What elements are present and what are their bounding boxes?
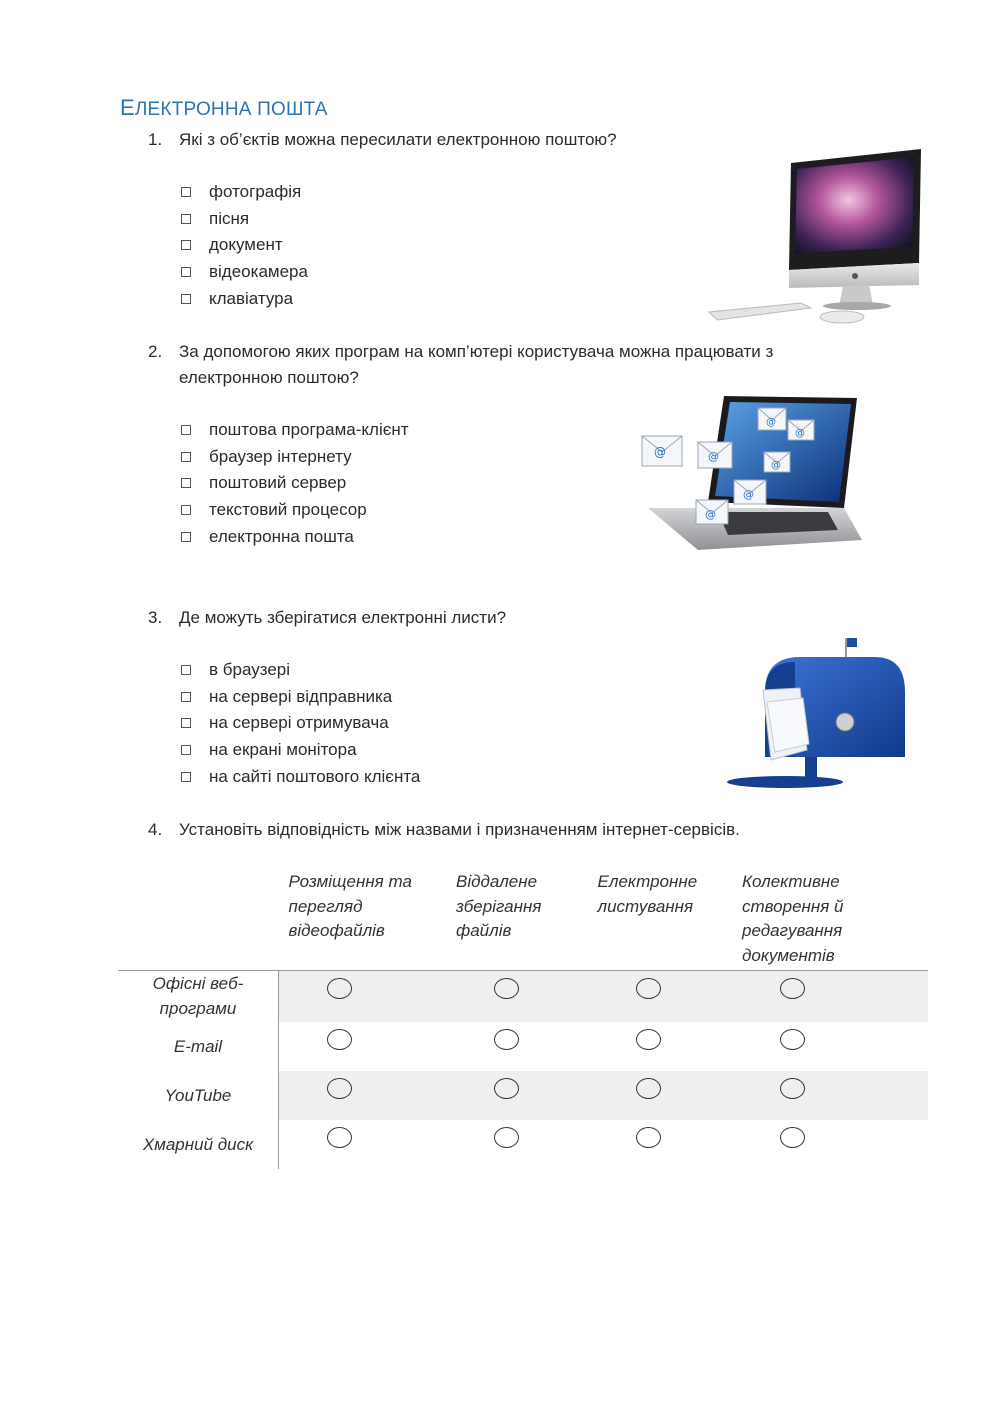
grid-cell xyxy=(279,971,447,1022)
title-initial: Е xyxy=(120,95,135,120)
laptop-email-illustration xyxy=(638,390,863,555)
radio-button[interactable] xyxy=(780,1127,805,1148)
computer-illustration xyxy=(705,145,925,325)
grid-row xyxy=(118,1071,928,1120)
matching-grid xyxy=(118,864,928,1169)
radio-button[interactable] xyxy=(780,1029,805,1050)
radio-button[interactable] xyxy=(780,1078,805,1099)
svg-text:@: @ xyxy=(708,450,719,463)
mailbox-illustration xyxy=(725,632,935,792)
option[interactable] xyxy=(178,710,420,737)
column-header: Віддалене зберігання файлів xyxy=(456,872,542,940)
question-text: Установіть відповідність між назвами і призначенням інтернет-сервісів. xyxy=(179,820,740,839)
option[interactable] xyxy=(178,470,409,497)
row-header: E-mail xyxy=(118,1022,279,1071)
row-header: YouTube xyxy=(118,1071,279,1120)
grid-row xyxy=(118,1120,928,1169)
grid-cell xyxy=(732,1071,928,1120)
option[interactable] xyxy=(178,763,420,790)
keyboard xyxy=(709,303,811,320)
option-label: поштова програма-клієнт xyxy=(209,420,409,440)
checkbox[interactable] xyxy=(181,425,191,435)
svg-text:@: @ xyxy=(771,460,781,471)
question-2 xyxy=(148,339,848,391)
option-label: на сервері отримувача xyxy=(209,713,389,733)
svg-text:@: @ xyxy=(743,488,754,501)
option-label: на екрані монітора xyxy=(209,740,357,760)
radio-button[interactable] xyxy=(327,1029,352,1050)
checkbox[interactable] xyxy=(181,294,191,304)
option-label: на сервері відправника xyxy=(209,686,393,706)
grid-cell xyxy=(279,1071,447,1120)
question-number: 1. xyxy=(148,130,163,149)
question-3-options xyxy=(178,657,420,790)
svg-text:@: @ xyxy=(766,417,776,428)
radio-button[interactable] xyxy=(780,978,805,999)
checkbox[interactable] xyxy=(181,240,191,250)
checkbox[interactable] xyxy=(181,745,191,755)
checkbox[interactable] xyxy=(181,718,191,728)
column-header: Колективне створення й редагування документів xyxy=(742,872,844,965)
radio-button[interactable] xyxy=(636,1127,661,1148)
grid-corner xyxy=(118,864,279,971)
checkbox[interactable] xyxy=(181,772,191,782)
question-number: 3. xyxy=(148,608,163,627)
checkbox[interactable] xyxy=(181,692,191,702)
checkbox[interactable] xyxy=(181,452,191,462)
envelope-icon xyxy=(734,480,766,504)
radio-button[interactable] xyxy=(494,1029,519,1050)
mailbox-lock-icon xyxy=(836,713,854,731)
grid-cell xyxy=(588,1120,732,1169)
radio-button[interactable] xyxy=(494,1127,519,1148)
option[interactable] xyxy=(178,285,308,312)
checkbox[interactable] xyxy=(181,214,191,224)
grid-cell xyxy=(732,971,928,1022)
question-text: Де можуть зберігатися електронні листи? xyxy=(179,608,507,627)
svg-text:@: @ xyxy=(705,508,716,521)
radio-button[interactable] xyxy=(327,1078,352,1099)
grid-cell xyxy=(279,1022,447,1071)
option-label: в браузері xyxy=(209,660,290,680)
option[interactable] xyxy=(178,444,409,471)
question-text: Які з об’єктів можна пересилати електронною поштою? xyxy=(179,130,617,149)
grid-cell xyxy=(588,971,732,1022)
question-1-options xyxy=(178,179,308,312)
option-label: фотографія xyxy=(209,182,302,202)
question-4 xyxy=(148,817,848,843)
option-label: відеокамера xyxy=(209,262,308,282)
radio-button[interactable] xyxy=(327,1127,352,1148)
row-header: Хмарний диск xyxy=(118,1120,279,1169)
radio-button[interactable] xyxy=(494,1078,519,1099)
row-header: Офісні веб-програми xyxy=(118,971,279,1022)
radio-button[interactable] xyxy=(636,1078,661,1099)
checkbox[interactable] xyxy=(181,267,191,277)
question-number: 2. xyxy=(148,342,163,361)
mouse xyxy=(820,311,864,323)
checkbox[interactable] xyxy=(181,505,191,515)
grid-cell xyxy=(732,1022,928,1071)
option[interactable] xyxy=(178,684,420,711)
grid-cell xyxy=(446,1022,588,1071)
monitor-screen xyxy=(795,157,914,253)
envelope-icon xyxy=(642,436,682,466)
option[interactable] xyxy=(178,523,409,550)
radio-button[interactable] xyxy=(494,978,519,999)
question-3 xyxy=(148,605,848,631)
option[interactable] xyxy=(178,232,308,259)
column-header: Електронне листування xyxy=(597,872,698,916)
option[interactable] xyxy=(178,206,308,233)
apple-logo-icon xyxy=(852,273,858,279)
question-2-options xyxy=(178,417,409,550)
grid-cell xyxy=(588,1022,732,1071)
title-rest: ЛЕКТРОННА ПОШТА xyxy=(134,99,328,120)
radio-button[interactable] xyxy=(636,1029,661,1050)
option[interactable] xyxy=(178,417,409,444)
option[interactable] xyxy=(178,657,420,684)
page-title xyxy=(120,95,328,121)
option-label: електронна пошта xyxy=(209,526,354,546)
envelope-icon xyxy=(696,500,728,524)
svg-text:@: @ xyxy=(654,445,666,459)
column-header: Розміщення та перегляд відеофайлів xyxy=(288,872,412,940)
question-text: За допомогою яких програм на комп’ютері користувача можна працювати з електронною поштою? xyxy=(179,342,774,387)
grid-cell xyxy=(446,1071,588,1120)
option-label: клавіатура xyxy=(209,288,294,308)
radio-button[interactable] xyxy=(327,978,352,999)
checkbox[interactable] xyxy=(181,665,191,675)
grid-cell xyxy=(446,971,588,1022)
grid-cell xyxy=(588,1071,732,1120)
envelope-icon xyxy=(764,452,790,472)
option[interactable] xyxy=(178,737,420,764)
grid-cell xyxy=(446,1120,588,1169)
grid-row xyxy=(118,971,928,1022)
option-label: пісня xyxy=(209,208,250,228)
svg-text:@: @ xyxy=(795,428,805,439)
option-label: поштовий сервер xyxy=(209,473,347,493)
option-label: документ xyxy=(209,235,283,255)
checkbox[interactable] xyxy=(181,187,191,197)
option[interactable] xyxy=(178,179,308,206)
checkbox[interactable] xyxy=(181,478,191,488)
envelope-icon xyxy=(758,408,786,430)
option-label: текстовий процесор xyxy=(209,500,367,520)
envelope-icon xyxy=(788,420,814,440)
grid-cell xyxy=(732,1120,928,1169)
option[interactable] xyxy=(178,497,409,524)
radio-button[interactable] xyxy=(636,978,661,999)
grid-row xyxy=(118,1022,928,1071)
checkbox[interactable] xyxy=(181,532,191,542)
option-label: на сайті поштового клієнта xyxy=(209,766,421,786)
envelope-icon xyxy=(698,442,732,468)
grid-cell xyxy=(279,1120,447,1169)
question-number: 4. xyxy=(148,820,163,839)
option-label: браузер інтернету xyxy=(209,446,352,466)
option[interactable] xyxy=(178,259,308,286)
